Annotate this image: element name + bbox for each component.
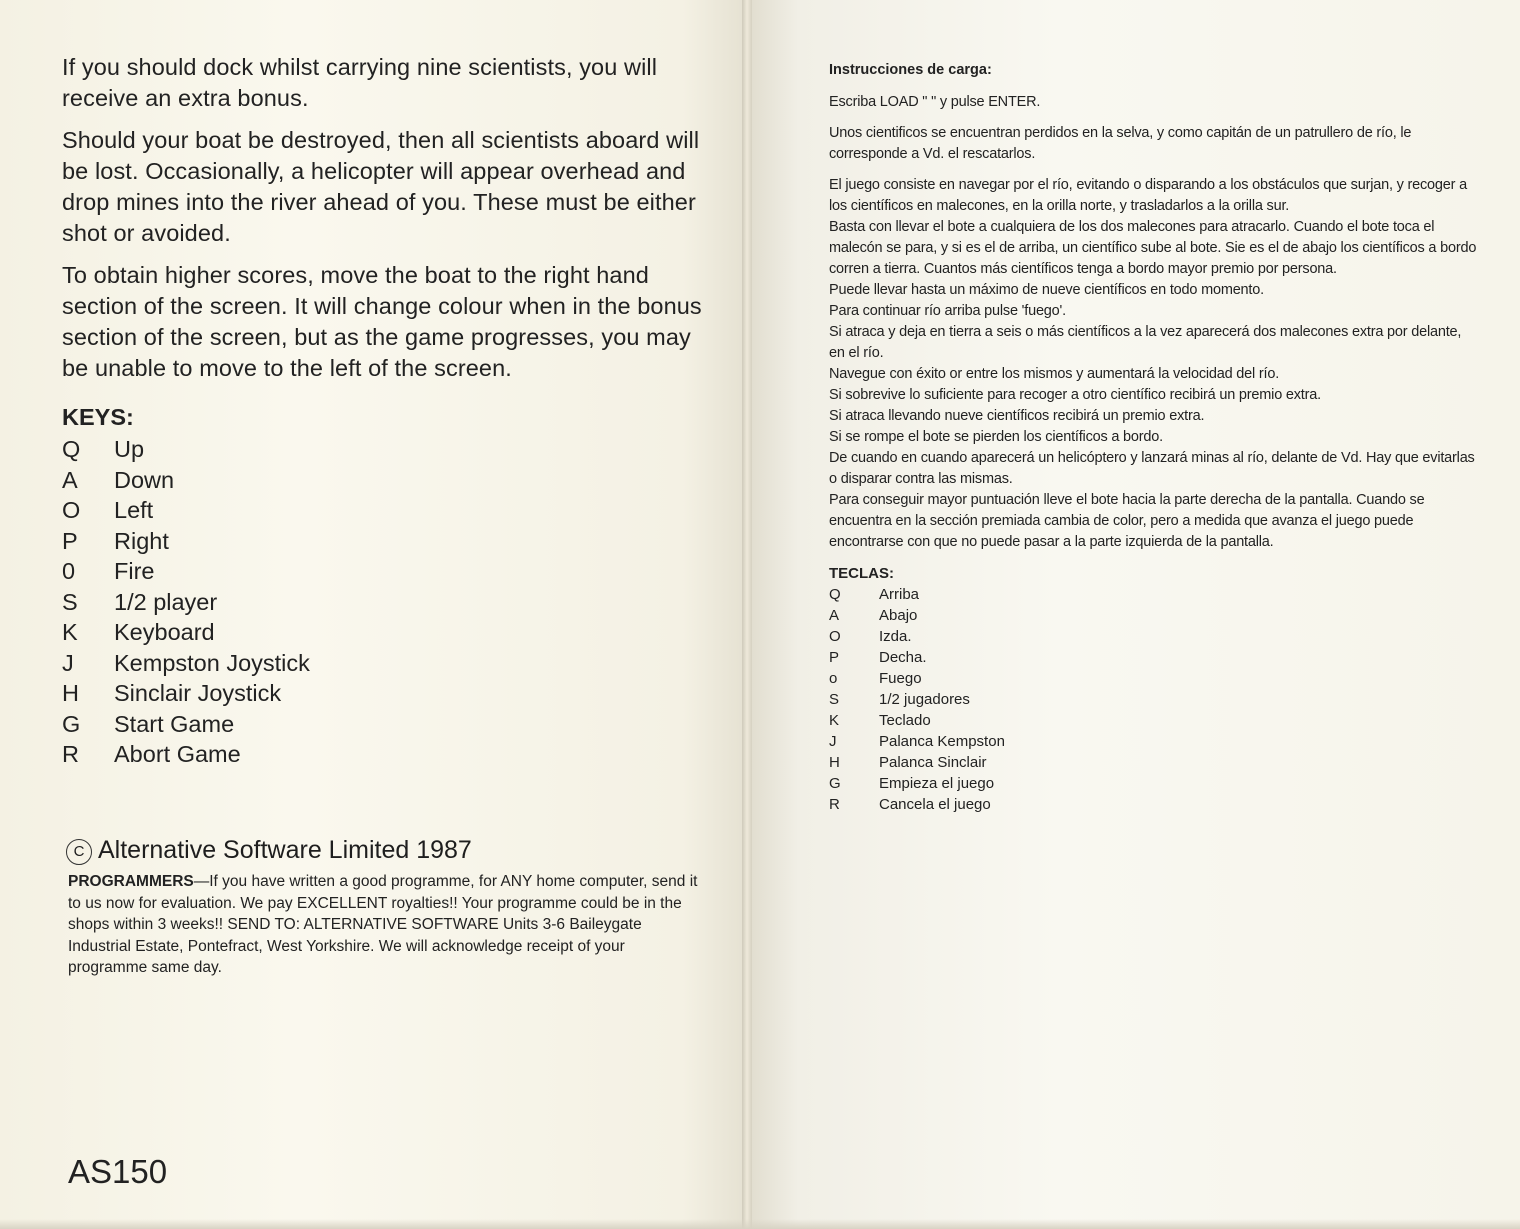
key-action: Left bbox=[114, 497, 154, 523]
programmers-text: —If you have written a good programme, for ANY home computer, send it to us now for evaluation. We pay EXCELLENT royalties!! Your programme could be in the shops within 3 weeks!! SEND TO: ALTERNATIVE SOFTWARE Units 3-6 Baileygate Industrial Estate, Pontefract, West Yorkshire. We will acknowledge receipt of your programme same day. bbox=[68, 873, 698, 976]
key-letter: K bbox=[62, 619, 78, 645]
key-letter: 0 bbox=[62, 558, 76, 584]
teclas-heading: TECLAS: bbox=[829, 565, 894, 582]
key-letter: R bbox=[62, 741, 79, 767]
copyright-line bbox=[66, 833, 472, 867]
spanish-instruction-lines bbox=[829, 217, 1479, 553]
booklet-spine bbox=[742, 0, 752, 1229]
instruction-line: Si sobrevive lo suficiente para recoger a otro científico recibirá un premio extra. bbox=[829, 387, 1321, 403]
tecla-letter: A bbox=[829, 607, 840, 624]
programmers-notice bbox=[68, 871, 708, 979]
copyright-text: Alternative Software Limited 1987 bbox=[98, 836, 472, 864]
tecla-letter: K bbox=[829, 712, 840, 729]
tecla-action: Arriba bbox=[879, 586, 920, 603]
boat-destroyed-paragraph: Should your boat be destroyed, then all scientists aboard will be lost. Occasionally, a helicopter will appear overhead and drop mines into the river ahead of you. These must be either shot or avoided. bbox=[62, 127, 700, 246]
key-letter: J bbox=[62, 649, 74, 676]
load-instruction: Escriba LOAD " " y pulse ENTER. bbox=[829, 94, 1041, 110]
tecla-letter: O bbox=[829, 628, 841, 645]
tecla-letter: H bbox=[829, 754, 840, 771]
instruction-line: Puede llevar hasta un máximo de nueve científicos en todo momento. bbox=[829, 282, 1264, 298]
tecla-letter: G bbox=[829, 775, 841, 792]
instruction-line: Navegue con éxito or entre los mismos y aumentará la velocidad del río. bbox=[829, 366, 1280, 382]
instruction-line: Basta con llevar el bote a cualquiera de los dos malecones para atracarlo. Cuando el bote toca el malecón se para, y si es el de arriba, un científico sube al bote. Sie es el de abajo los científicos a bordo corren a tierra. Cuantos más científicos tenga a bordo mayor premio por persona. bbox=[829, 219, 1477, 277]
tecla-letter: J bbox=[829, 733, 837, 750]
tecla-letter: P bbox=[829, 649, 840, 666]
tecla-action: Cancela el juego bbox=[879, 796, 991, 813]
english-keys-list bbox=[62, 434, 712, 770]
key-action: Start Game bbox=[114, 710, 235, 737]
tecla-action: Abajo bbox=[879, 607, 918, 624]
instruction-line: Si atraca y deja en tierra a seis o más científicos a la vez aparecerá dos malecones extra por delante, en el río. bbox=[829, 324, 1462, 361]
instruction-line: Para continuar río arriba pulse 'fuego'. bbox=[829, 303, 1066, 319]
key-letter: P bbox=[62, 527, 78, 554]
instruction-line: De cuando en cuando aparecerá un helicóptero y lanzará minas al río, delante de Vd. Hay que evitarlas o disparar contra las mismas. bbox=[829, 450, 1475, 487]
instruction-line: Para conseguir mayor puntuación lleve el bote hacia la parte derecha de la pantalla. Cuando se encuentra en la sección premiada cambia de color, pero a medida que avanza el juego puede encontrarse con que no puede pasar a la parte izquierda de la pantalla. bbox=[829, 492, 1425, 550]
tecla-letter: R bbox=[829, 796, 840, 813]
game-description: El juego consiste en navegar por el río, evitando o disparando a los obstáculos que surjan, y recoger a los científicos en malecones, en la orilla norte, y trasladarlos a la orilla sur. bbox=[829, 177, 1467, 214]
intro-paragraph: Unos cientificos se encuentran perdidos en la selva, y como capitán de un patrullero de río, le corresponde a Vd. el rescatarlos. bbox=[829, 125, 1412, 162]
key-action: Fire bbox=[114, 558, 155, 584]
tecla-letter: Q bbox=[829, 586, 841, 603]
key-action: Down bbox=[114, 466, 175, 493]
key-letter: G bbox=[62, 710, 81, 737]
instruction-line: Si atraca llevando nueve científicos recibirá un premio extra. bbox=[829, 408, 1205, 424]
programmers-label: PROGRAMMERS bbox=[68, 873, 194, 890]
copyright-icon: C bbox=[66, 839, 92, 865]
key-letter: H bbox=[62, 680, 79, 706]
tecla-action: Izda. bbox=[879, 628, 912, 645]
tecla-action: 1/2 jugadores bbox=[879, 691, 970, 708]
key-action: Keyboard bbox=[114, 619, 215, 645]
loading-instructions-heading: Instrucciones de carga: bbox=[829, 62, 992, 78]
tecla-action: Palanca Kempston bbox=[879, 733, 1005, 750]
tecla-letter: o bbox=[829, 670, 838, 687]
key-letter: Q bbox=[62, 436, 81, 462]
bonus-paragraph: If you should dock whilst carrying nine scientists, you will receive an extra bonus. bbox=[62, 54, 658, 111]
tecla-action: Decha. bbox=[879, 649, 927, 666]
key-action: Right bbox=[114, 527, 169, 554]
keys-heading: KEYS: bbox=[62, 404, 134, 430]
key-letter: S bbox=[62, 588, 78, 615]
spanish-keys-list bbox=[829, 584, 1479, 815]
instruction-line: Si se rompe el bote se pierden los científicos a bordo. bbox=[829, 429, 1163, 445]
tecla-action: Empieza el juego bbox=[879, 775, 995, 792]
english-instructions bbox=[62, 52, 712, 770]
catalog-number: AS150 bbox=[68, 1153, 168, 1190]
tecla-action: Teclado bbox=[879, 712, 931, 729]
page-bottom-edge bbox=[0, 1219, 1520, 1229]
higher-scores-paragraph: To obtain higher scores, move the boat to the right hand section of the screen. It will change colour when in the bonus section of the screen, but as the game progresses, you may be unable to move to the left of the screen. bbox=[62, 262, 702, 381]
key-action: Abort Game bbox=[114, 741, 241, 767]
key-letter: A bbox=[62, 466, 78, 493]
key-action: Up bbox=[114, 436, 145, 462]
key-action: Sinclair Joystick bbox=[114, 680, 282, 706]
key-action: 1/2 player bbox=[114, 588, 218, 615]
tecla-action: Palanca Sinclair bbox=[879, 754, 987, 771]
tecla-action: Fuego bbox=[879, 670, 922, 687]
spanish-instructions bbox=[829, 60, 1479, 815]
tecla-letter: S bbox=[829, 691, 840, 708]
key-action: Kempston Joystick bbox=[114, 649, 310, 676]
key-letter: O bbox=[62, 497, 81, 523]
